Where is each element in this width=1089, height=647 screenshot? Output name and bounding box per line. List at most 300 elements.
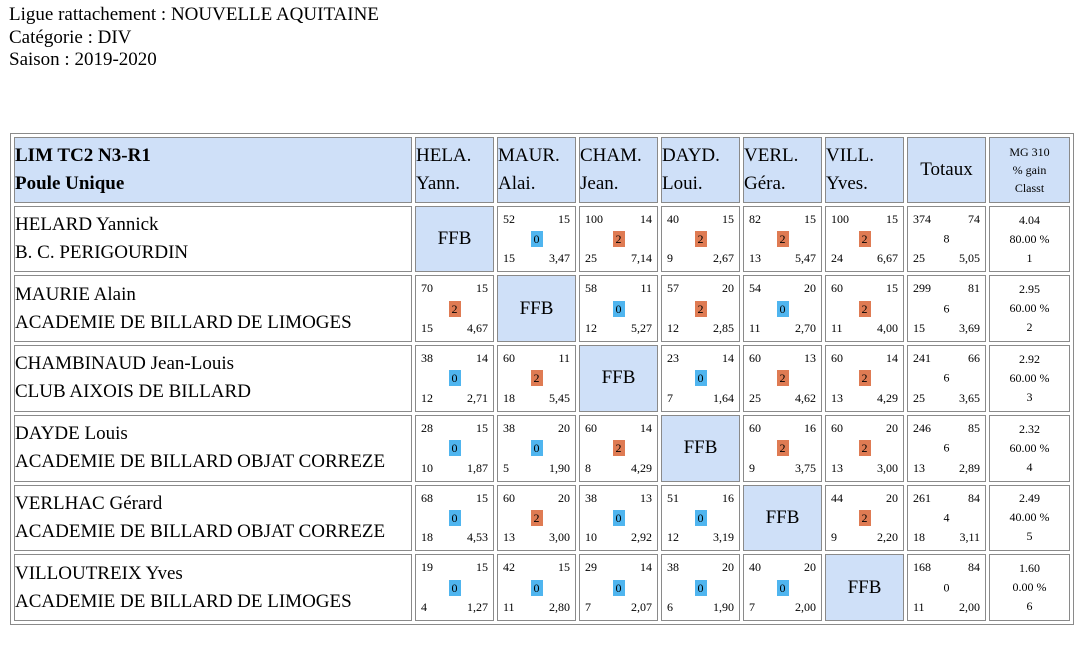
totals-cell bbox=[907, 485, 986, 552]
ranking: 2 bbox=[1026, 320, 1033, 335]
player-club: ACADEMIE DE BILLARD DE LIMOGES bbox=[15, 590, 352, 612]
innings: 25 bbox=[585, 251, 597, 266]
player-name: MAURIE Alain bbox=[15, 283, 136, 305]
points: 60 bbox=[585, 420, 597, 435]
player-club: ACADEMIE DE BILLARD OBJAT CORREZE bbox=[15, 451, 386, 473]
average: 1,90 bbox=[549, 460, 570, 475]
player-row bbox=[14, 345, 1070, 412]
high-run: 15 bbox=[722, 211, 734, 226]
total-innings: 18 bbox=[913, 530, 925, 545]
points: 60 bbox=[749, 420, 761, 435]
total-innings: 13 bbox=[913, 460, 925, 475]
average: 5,27 bbox=[631, 321, 652, 336]
match-cell bbox=[579, 554, 658, 621]
total-average: 3,69 bbox=[959, 321, 980, 336]
opponent-column-header bbox=[661, 137, 740, 203]
total-high-run: 84 bbox=[968, 490, 980, 505]
ranking: 5 bbox=[1026, 529, 1033, 544]
match-points-badge: 0 bbox=[531, 231, 543, 247]
total-points: 168 bbox=[913, 560, 931, 575]
mg-label: MG 310 bbox=[1009, 144, 1050, 159]
match-points-badge: 2 bbox=[777, 370, 789, 386]
high-run: 15 bbox=[558, 560, 570, 575]
points: 60 bbox=[749, 351, 761, 366]
match-cell bbox=[497, 206, 576, 273]
average: 4,29 bbox=[631, 460, 652, 475]
total-points: 246 bbox=[913, 420, 931, 435]
total-points: 261 bbox=[913, 490, 931, 505]
total-points: 374 bbox=[913, 211, 931, 226]
total-innings: 11 bbox=[913, 600, 925, 614]
match-cell bbox=[661, 345, 740, 412]
high-run: 14 bbox=[640, 211, 652, 226]
high-run: 15 bbox=[476, 560, 488, 575]
innings: 25 bbox=[749, 390, 761, 405]
match-cell bbox=[415, 485, 494, 552]
points: 29 bbox=[585, 560, 597, 575]
player-name: HELARD Yannick bbox=[15, 214, 159, 236]
innings: 11 bbox=[503, 600, 515, 614]
header-row bbox=[14, 137, 1070, 203]
player-name: VERLHAC Gérard bbox=[15, 492, 163, 514]
match-points-badge: 0 bbox=[777, 301, 789, 317]
match-cell bbox=[579, 415, 658, 482]
average: 2,85 bbox=[713, 321, 734, 336]
gain-percent: 60.00 % bbox=[1009, 440, 1050, 455]
points: 40 bbox=[667, 211, 679, 226]
match-cell bbox=[825, 415, 904, 482]
player-row bbox=[14, 275, 1070, 342]
player-cell bbox=[14, 345, 412, 412]
total-high-run: 81 bbox=[968, 281, 980, 296]
opponent-column-header bbox=[743, 137, 822, 203]
opponent-abbrev: CHAM. bbox=[580, 144, 642, 166]
match-points-badge: 2 bbox=[613, 231, 625, 247]
innings: 10 bbox=[421, 460, 433, 475]
pool-subtitle: Poule Unique bbox=[15, 172, 125, 194]
high-run: 20 bbox=[804, 281, 816, 296]
average: 2,07 bbox=[631, 600, 652, 614]
total-average: 2,00 bbox=[959, 600, 980, 614]
average: 7,14 bbox=[631, 251, 652, 266]
opponent-firstname-abbrev: Loui. bbox=[662, 172, 703, 194]
high-run: 16 bbox=[722, 490, 734, 505]
average: 5,45 bbox=[549, 390, 570, 405]
points: 60 bbox=[503, 351, 515, 366]
match-cell bbox=[743, 415, 822, 482]
points: 82 bbox=[749, 211, 761, 226]
match-cell bbox=[579, 275, 658, 342]
average: 4,62 bbox=[795, 390, 816, 405]
player-club: CLUB AIXOIS DE BILLARD bbox=[15, 381, 251, 403]
average: 2,71 bbox=[467, 390, 488, 405]
mg-value: 4.04 bbox=[1019, 212, 1040, 227]
match-cell bbox=[661, 554, 740, 621]
match-points-badge: 2 bbox=[613, 440, 625, 456]
total-match-points: 0 bbox=[943, 580, 950, 595]
average: 2,92 bbox=[631, 530, 652, 545]
match-points-badge: 0 bbox=[449, 370, 461, 386]
points: 51 bbox=[667, 490, 679, 505]
high-run: 11 bbox=[558, 351, 570, 366]
innings: 12 bbox=[667, 321, 679, 336]
match-cell bbox=[825, 485, 904, 552]
high-run: 20 bbox=[722, 281, 734, 296]
innings: 7 bbox=[749, 600, 755, 614]
gain-percent: 80.00 % bbox=[1009, 231, 1050, 246]
average: 2,20 bbox=[877, 530, 898, 545]
total-match-points: 8 bbox=[943, 231, 950, 246]
average: 1,27 bbox=[467, 600, 488, 614]
points: 19 bbox=[421, 560, 433, 575]
opponent-firstname-abbrev: Alai. bbox=[498, 172, 536, 194]
mg-header bbox=[989, 137, 1070, 203]
average: 2,70 bbox=[795, 321, 816, 336]
high-run: 15 bbox=[476, 420, 488, 435]
high-run: 11 bbox=[640, 281, 652, 296]
innings: 13 bbox=[831, 390, 843, 405]
match-cell bbox=[743, 206, 822, 273]
high-run: 20 bbox=[886, 420, 898, 435]
match-points-badge: 2 bbox=[859, 510, 871, 526]
innings: 10 bbox=[585, 530, 597, 545]
match-points-badge: 0 bbox=[695, 370, 707, 386]
high-run: 14 bbox=[640, 560, 652, 575]
player-club: B. C. PERIGOURDIN bbox=[15, 242, 189, 264]
player-club: ACADEMIE DE BILLARD DE LIMOGES bbox=[15, 311, 352, 333]
match-cell bbox=[497, 415, 576, 482]
high-run: 15 bbox=[558, 211, 570, 226]
opponent-abbrev: HELA. bbox=[416, 144, 472, 166]
match-points-badge: 2 bbox=[859, 370, 871, 386]
points: 38 bbox=[503, 420, 515, 435]
match-points-badge: 2 bbox=[695, 231, 707, 247]
pool-name: LIM TC2 N3-R1 bbox=[15, 144, 151, 166]
match-cell bbox=[579, 485, 658, 552]
match-points-badge: 2 bbox=[777, 231, 789, 247]
totals-cell bbox=[907, 206, 986, 273]
innings: 7 bbox=[667, 390, 673, 405]
match-points-badge: 2 bbox=[859, 440, 871, 456]
total-points: 299 bbox=[913, 281, 931, 296]
average: 3,19 bbox=[713, 530, 734, 545]
player-club: ACADEMIE DE BILLARD OBJAT CORREZE bbox=[15, 520, 386, 542]
match-points-badge: 0 bbox=[695, 580, 707, 596]
match-cell bbox=[743, 554, 822, 621]
average: 2,67 bbox=[713, 251, 734, 266]
total-innings: 15 bbox=[913, 321, 925, 336]
total-high-run: 74 bbox=[968, 211, 980, 226]
player-row bbox=[14, 554, 1070, 621]
opponent-column-header bbox=[825, 137, 904, 203]
opponent-column-header bbox=[497, 137, 576, 203]
match-points-badge: 2 bbox=[859, 231, 871, 247]
points: 40 bbox=[749, 560, 761, 575]
mg-cell bbox=[989, 554, 1070, 621]
average: 4,53 bbox=[467, 530, 488, 545]
match-points-badge: 2 bbox=[449, 301, 461, 317]
total-innings: 25 bbox=[913, 251, 925, 266]
ffb-cell: FFB bbox=[743, 485, 822, 552]
innings: 15 bbox=[503, 251, 515, 266]
points: 100 bbox=[585, 211, 603, 226]
points: 60 bbox=[831, 281, 843, 296]
match-cell bbox=[579, 206, 658, 273]
mg-value: 2.95 bbox=[1019, 282, 1040, 297]
ffb-cell: FFB bbox=[661, 415, 740, 482]
innings: 13 bbox=[749, 251, 761, 266]
totals-cell bbox=[907, 345, 986, 412]
innings: 12 bbox=[667, 530, 679, 545]
player-cell bbox=[14, 554, 412, 621]
average: 1,90 bbox=[713, 600, 734, 614]
match-points-badge: 0 bbox=[613, 510, 625, 526]
totals-header: Totaux bbox=[907, 137, 986, 203]
gain-percent: 0.00 % bbox=[1012, 580, 1047, 595]
high-run: 15 bbox=[476, 281, 488, 296]
innings: 11 bbox=[831, 321, 843, 336]
opponent-abbrev: MAUR. bbox=[498, 144, 560, 166]
mg-cell bbox=[989, 206, 1070, 273]
match-points-badge: 0 bbox=[531, 440, 543, 456]
points: 23 bbox=[667, 351, 679, 366]
innings: 24 bbox=[831, 251, 843, 266]
match-points-badge: 2 bbox=[859, 301, 871, 317]
points: 60 bbox=[831, 351, 843, 366]
match-cell bbox=[497, 554, 576, 621]
high-run: 14 bbox=[722, 351, 734, 366]
match-cell bbox=[497, 345, 576, 412]
average: 4,67 bbox=[467, 321, 488, 336]
average: 3,47 bbox=[549, 251, 570, 266]
ffb-cell: FFB bbox=[497, 275, 576, 342]
total-match-points: 4 bbox=[943, 510, 950, 525]
total-average: 2,89 bbox=[959, 460, 980, 475]
match-points-badge: 2 bbox=[695, 301, 707, 317]
innings: 13 bbox=[831, 460, 843, 475]
points: 54 bbox=[749, 281, 761, 296]
ranking: 3 bbox=[1026, 389, 1033, 404]
mg-value: 2.92 bbox=[1019, 351, 1040, 366]
player-name: CHAMBINAUD Jean-Louis bbox=[15, 353, 235, 375]
gain-percent: 60.00 % bbox=[1009, 301, 1050, 316]
average: 1,64 bbox=[713, 390, 734, 405]
player-name: VILLOUTREIX Yves bbox=[15, 562, 183, 584]
opponent-firstname-abbrev: Yann. bbox=[416, 172, 461, 194]
match-points-badge: 2 bbox=[531, 510, 543, 526]
ffb-cell: FFB bbox=[825, 554, 904, 621]
competition-info bbox=[9, 4, 379, 72]
average: 1,87 bbox=[467, 460, 488, 475]
high-run: 15 bbox=[476, 490, 488, 505]
totals-cell bbox=[907, 554, 986, 621]
innings: 18 bbox=[503, 390, 515, 405]
match-points-badge: 2 bbox=[777, 440, 789, 456]
points: 28 bbox=[421, 420, 433, 435]
total-match-points: 6 bbox=[943, 301, 950, 316]
mg-cell bbox=[989, 415, 1070, 482]
innings: 9 bbox=[749, 460, 755, 475]
total-average: 3,11 bbox=[959, 530, 980, 545]
match-points-badge: 0 bbox=[531, 580, 543, 596]
match-cell bbox=[825, 275, 904, 342]
points: 70 bbox=[421, 281, 433, 296]
ligue-line: Ligue rattachement : NOUVELLE AQUITAINE bbox=[9, 4, 379, 25]
mg-value: 2.49 bbox=[1019, 491, 1040, 506]
innings: 12 bbox=[421, 390, 433, 405]
average: 3,75 bbox=[795, 460, 816, 475]
match-cell bbox=[497, 485, 576, 552]
innings: 18 bbox=[421, 530, 433, 545]
total-high-run: 66 bbox=[968, 351, 980, 366]
ranking: 4 bbox=[1026, 459, 1033, 474]
points: 44 bbox=[831, 490, 843, 505]
high-run: 15 bbox=[886, 211, 898, 226]
high-run: 14 bbox=[640, 420, 652, 435]
mg-value: 2.32 bbox=[1019, 421, 1040, 436]
average: 2,00 bbox=[795, 600, 816, 614]
innings: 13 bbox=[503, 530, 515, 545]
match-points-badge: 2 bbox=[531, 370, 543, 386]
match-cell bbox=[825, 206, 904, 273]
high-run: 20 bbox=[722, 560, 734, 575]
opponent-column-header bbox=[579, 137, 658, 203]
match-cell bbox=[661, 206, 740, 273]
player-row bbox=[14, 485, 1070, 552]
points: 42 bbox=[503, 560, 515, 575]
points: 57 bbox=[667, 281, 679, 296]
opponent-firstname-abbrev: Yves. bbox=[826, 172, 868, 194]
player-cell bbox=[14, 275, 412, 342]
average: 3,00 bbox=[877, 460, 898, 475]
points: 38 bbox=[421, 351, 433, 366]
player-name: DAYDE Louis bbox=[15, 423, 128, 445]
innings: 11 bbox=[749, 321, 761, 336]
points: 100 bbox=[831, 211, 849, 226]
match-cell bbox=[661, 485, 740, 552]
totals-cell bbox=[907, 415, 986, 482]
match-points-badge: 0 bbox=[777, 580, 789, 596]
high-run: 13 bbox=[804, 351, 816, 366]
player-cell bbox=[14, 415, 412, 482]
categorie-line: Catégorie : DIV bbox=[9, 26, 132, 48]
high-run: 15 bbox=[886, 281, 898, 296]
match-points-badge: 0 bbox=[449, 510, 461, 526]
results-table bbox=[10, 133, 1074, 625]
mg-cell bbox=[989, 275, 1070, 342]
gain-percent: 60.00 % bbox=[1009, 370, 1050, 385]
average: 3,00 bbox=[549, 530, 570, 545]
match-points-badge: 0 bbox=[449, 580, 461, 596]
innings: 4 bbox=[421, 600, 427, 614]
match-cell bbox=[743, 345, 822, 412]
gain-label: % gain bbox=[1012, 162, 1047, 177]
total-points: 241 bbox=[913, 351, 931, 366]
opponent-column-header bbox=[415, 137, 494, 203]
innings: 12 bbox=[585, 321, 597, 336]
points: 60 bbox=[831, 420, 843, 435]
match-cell bbox=[415, 275, 494, 342]
innings: 6 bbox=[667, 600, 673, 614]
total-average: 5,05 bbox=[959, 251, 980, 266]
total-high-run: 84 bbox=[968, 560, 980, 575]
ranking: 6 bbox=[1026, 599, 1033, 614]
match-cell bbox=[415, 415, 494, 482]
opponent-abbrev: VILL. bbox=[826, 144, 875, 166]
match-points-badge: 0 bbox=[449, 440, 461, 456]
innings: 15 bbox=[421, 321, 433, 336]
player-row bbox=[14, 415, 1070, 482]
points: 38 bbox=[585, 490, 597, 505]
match-points-badge: 0 bbox=[695, 510, 707, 526]
high-run: 20 bbox=[558, 420, 570, 435]
mg-cell bbox=[989, 345, 1070, 412]
opponent-abbrev: DAYD. bbox=[662, 144, 720, 166]
points: 52 bbox=[503, 211, 515, 226]
totals-cell bbox=[907, 275, 986, 342]
average: 5,47 bbox=[795, 251, 816, 266]
total-innings: 25 bbox=[913, 390, 925, 405]
player-cell bbox=[14, 206, 412, 273]
high-run: 20 bbox=[558, 490, 570, 505]
high-run: 16 bbox=[804, 420, 816, 435]
match-cell bbox=[743, 275, 822, 342]
player-row bbox=[14, 206, 1070, 273]
total-match-points: 6 bbox=[943, 370, 950, 385]
opponent-abbrev: VERL. bbox=[744, 144, 799, 166]
pool-title bbox=[14, 137, 412, 203]
saison-line: Saison : 2019-2020 bbox=[9, 49, 157, 70]
high-run: 14 bbox=[886, 351, 898, 366]
points: 58 bbox=[585, 281, 597, 296]
innings: 8 bbox=[585, 460, 591, 475]
average: 6,67 bbox=[877, 251, 898, 266]
high-run: 13 bbox=[640, 490, 652, 505]
innings: 7 bbox=[585, 600, 591, 614]
total-high-run: 85 bbox=[968, 420, 980, 435]
high-run: 20 bbox=[886, 490, 898, 505]
match-cell bbox=[825, 345, 904, 412]
ffb-cell: FFB bbox=[579, 345, 658, 412]
match-points-badge: 0 bbox=[613, 301, 625, 317]
total-match-points: 6 bbox=[943, 440, 950, 455]
mg-value: 1.60 bbox=[1019, 561, 1040, 576]
classt-label: Classt bbox=[1014, 180, 1045, 195]
player-cell bbox=[14, 485, 412, 552]
ranking: 1 bbox=[1026, 250, 1033, 265]
high-run: 15 bbox=[804, 211, 816, 226]
gain-percent: 40.00 % bbox=[1009, 510, 1050, 525]
points: 60 bbox=[503, 490, 515, 505]
points: 68 bbox=[421, 490, 433, 505]
match-cell bbox=[661, 275, 740, 342]
innings: 9 bbox=[831, 530, 837, 545]
match-points-badge: 0 bbox=[613, 580, 625, 596]
average: 4,00 bbox=[877, 321, 898, 336]
mg-cell bbox=[989, 485, 1070, 552]
innings: 9 bbox=[667, 251, 673, 266]
opponent-firstname-abbrev: Géra. bbox=[744, 172, 786, 194]
total-average: 3,65 bbox=[959, 390, 980, 405]
average: 4,29 bbox=[877, 390, 898, 405]
match-cell bbox=[415, 345, 494, 412]
points: 38 bbox=[667, 560, 679, 575]
match-cell bbox=[415, 554, 494, 621]
average: 2,80 bbox=[549, 600, 570, 614]
high-run: 14 bbox=[476, 351, 488, 366]
ffb-cell: FFB bbox=[415, 206, 494, 273]
high-run: 20 bbox=[804, 560, 816, 575]
